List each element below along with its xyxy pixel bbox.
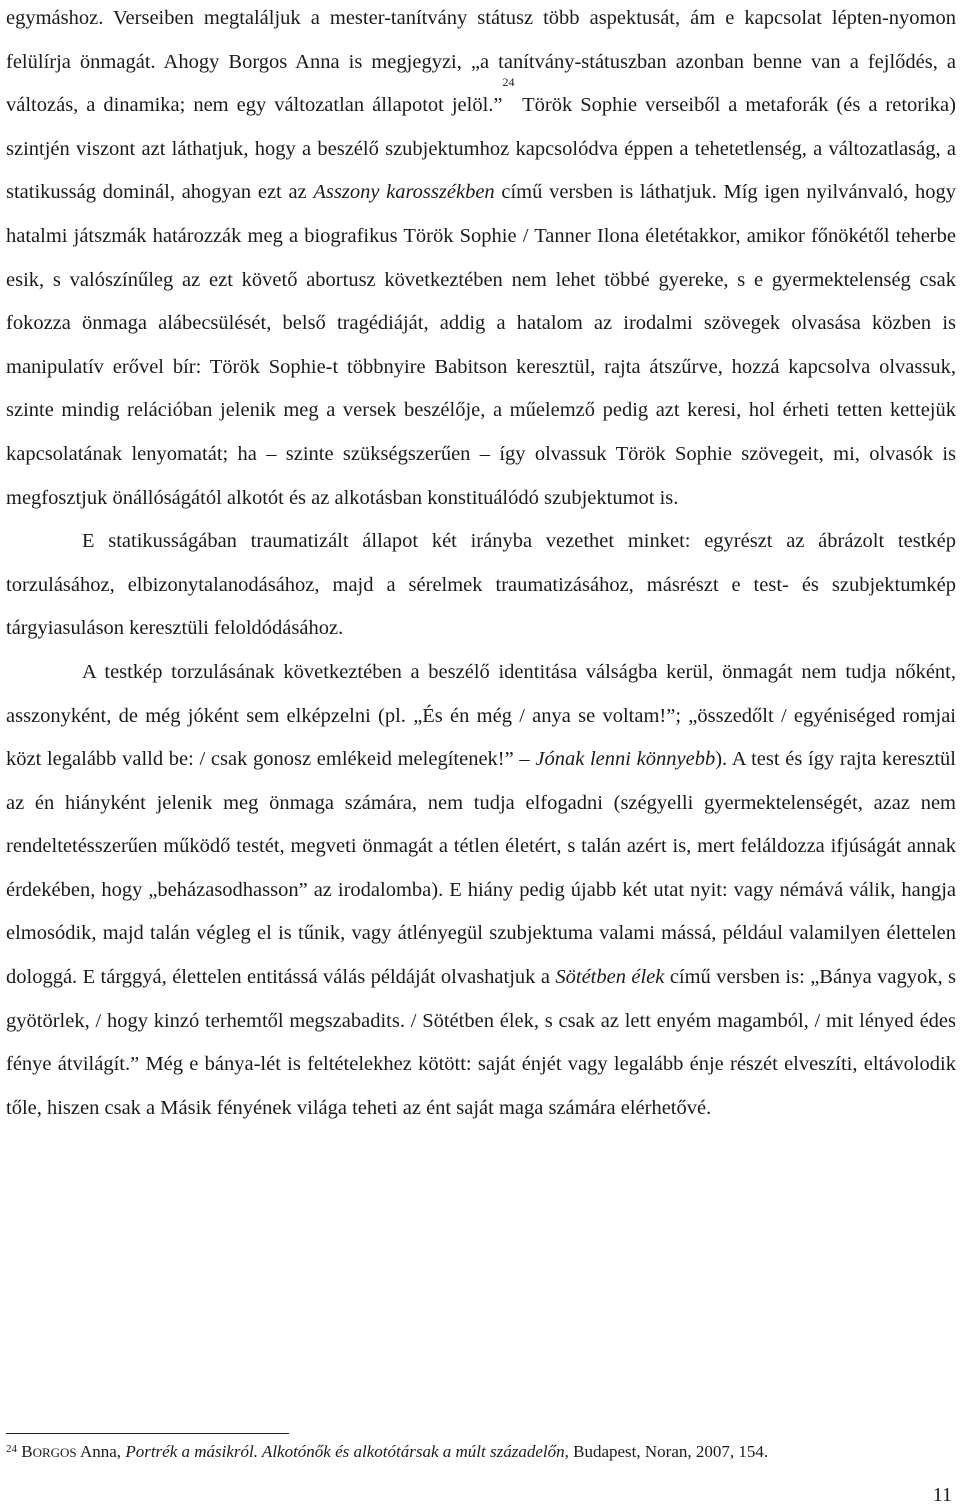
text-segment: egymáshoz. Verseiben megtaláljuk a mester-tanítvány státusz több aspektusát, ám e kapcsolat lépten-nyomon felülírja önmagát. Ahogy Borgos Anna is megjegyzi, „a tanítvány-státuszban azonban benne van a fejlődés, a változás, a dinamika; nem egy változatlan állapotot jelöl.” bbox=[6, 7, 956, 117]
footnote-24 bbox=[6, 1441, 956, 1464]
document-page bbox=[6, 0, 956, 1506]
footnote-separator bbox=[6, 1433, 289, 1434]
footnote-title: Portrék a másikról. Alkotónők és alkotótársak a múlt századelőn, bbox=[125, 1442, 569, 1461]
page-number: 11 bbox=[932, 1484, 952, 1506]
italic-title: Jónak lenni könnyebb bbox=[535, 748, 716, 771]
footnote-author-rest: ORGOS bbox=[32, 1445, 77, 1460]
footnote-author-initial: B bbox=[21, 1442, 33, 1461]
footnote-number: 24 bbox=[6, 1443, 17, 1455]
italic-title: Asszony karosszékben bbox=[313, 181, 495, 204]
paragraph-1 bbox=[6, 0, 956, 520]
text-segment: című versben is láthatjuk. Míg igen nyilvánvaló, hogy hatalmi játszmák határozzák meg a biografikus Török Sophie / Tanner Ilona életétakkor, amikor főnökétől teherbe esik, s valószínűleg az ezt követő abortusz következtében nem lehet többé gyereke, s e gyermektelenség csak fokozza önmaga alábecsülését, belső tragédiáját, addig a hatalom az irodalmi szövegek olvasása közben is manipulatív erővel bír: Török Sophie-t többnyire Babitson keresztül, rajta átszűrve, hozzá kapcsolva olvassuk, szinte mindig relációban jelenik meg a versek beszélője, a műelemző pedig azt keresi, hol érheti tetten kettejük kapcsolatának lenyomatát; ha – szinte szükségszerűen – így olvassuk Török Sophie szövegeit, mi, olvasók is megfosztjuk önállóságától alkotót és az alkotásban konstituálódó szubjektumot is. bbox=[6, 181, 956, 509]
text-segment: A testkép torzulásának következtében a beszélő identitása válságba kerül, önmagát nem tudja nőként, asszonyként, de még jóként sem elképzelni (pl. „És én még / anya se voltam!”; „összedőlt / egyéniséged romjai közt legalább valld be: / csak gonosz emlékeid melegítenek!” – bbox=[6, 660, 956, 771]
footnote-publisher: Budapest, Noran, 2007, 154. bbox=[568, 1442, 769, 1461]
main-text bbox=[6, 0, 956, 1130]
footnote-author-first: Anna, bbox=[76, 1442, 126, 1461]
paragraph-3 bbox=[6, 651, 956, 1131]
text-segment: Török Sophie verseiből a metaforák (és a retorika) szintjén viszont azt láthatjuk, hogy a beszélő szubjektumhoz kapcsolódva éppen a tehetetlenség, a változatlaság, a statikusság dominál, ahogyan ezt az bbox=[6, 94, 956, 204]
text-segment: E statikusságában traumatizált állapot két irányba vezethet minket: egyrészt az ábrázolt testkép torzulásához, elbizonytalanodásához, majd a sérelmek traumatizásához, másrészt e test- és szubjektumkép tárgyiasuláson keresztüli feloldódásához. bbox=[6, 530, 956, 640]
footnote-ref-24[interactable]: 24 bbox=[502, 75, 515, 90]
text-segment: című versben is: „Bánya vagyok, s gyötörlek, / hogy kinzó terhemtől megszabadits. / Sötétben élek, s csak az lett enyém magamból, / mit lényed édes fénye átvilágít.” Még e bánya-lét is feltételekhez kötött: saját énjét vagy legalább énje részét elveszíti, eltávolodik tőle, hiszen csak a Másik fényének világa teheti az ént saját maga számára elérhetővé. bbox=[6, 966, 956, 1119]
paragraph-2 bbox=[6, 520, 956, 651]
text-segment: ). A test és így rajta keresztül az én hiányként jelenik meg önmaga számára, nem tudja elfogadni (szégyelli gyermektelenségét, azaz nem rendeltetésszerűen működő testét, megveti önmagát a tétlen életért, s talán azért is, mert feláldozza ifjúságát annak érdekében, hogy „beházasodhasson” az irodalomba). E hiány pedig újabb két utat nyit: vagy némává válik, hangja elmosódik, majd talán végleg el is tűnik, vagy átlényegül szubjektuma valami mássá, például valamilyen élettelen dologgá. E tárggyá, élettelen entitássá válás példáját olvashatjuk a bbox=[6, 748, 956, 989]
italic-title: Sötétben élek bbox=[555, 966, 665, 989]
